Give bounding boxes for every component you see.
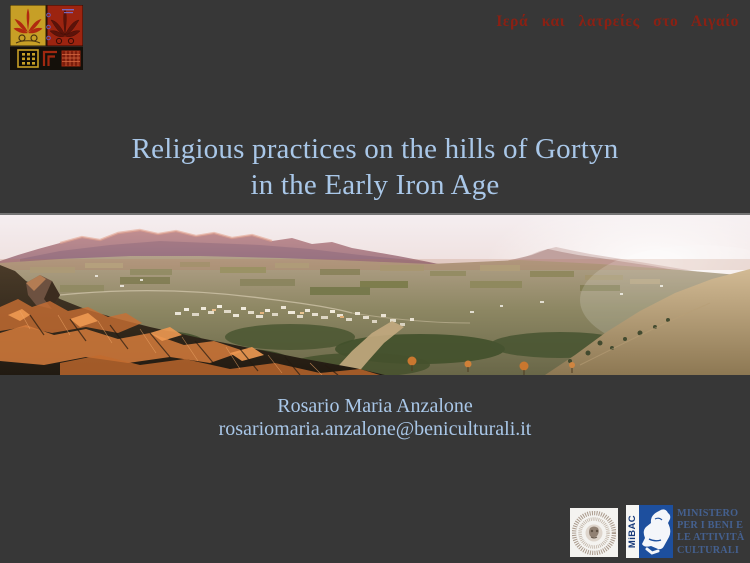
- conference-logo-icon: [10, 5, 83, 70]
- slide-title-line2: in the Early Iron Age: [250, 169, 500, 201]
- ministry-line: MINISTERO: [677, 508, 739, 519]
- ministry-line: LE ATTIVITÀ: [677, 532, 745, 544]
- author-block: [0, 395, 750, 441]
- ministry-line: PER I BENI E: [677, 520, 744, 532]
- archaeological-school-seal-icon: [570, 508, 618, 557]
- mibac-acronym-label: [626, 505, 639, 558]
- conference-title-greek: Ιερά και λατρείες στο Αιγαίο: [496, 13, 739, 30]
- mibac-figure-icon: [639, 505, 673, 558]
- gortyn-panorama-photo: [0, 213, 750, 375]
- author-name: Rosario Maria Anzalone: [277, 395, 473, 417]
- slide-title-line1: Religious practices on the hills of Gortyn: [131, 133, 619, 165]
- slide-title: [0, 131, 750, 203]
- author-email: rosariomaria.anzalone@beniculturali.it: [218, 418, 532, 440]
- mibac-logo: [626, 505, 673, 558]
- ministry-line: CULTURALI: [677, 544, 739, 556]
- ministry-name: [677, 508, 750, 557]
- mibac-acronym-text: MiBAC: [627, 514, 639, 549]
